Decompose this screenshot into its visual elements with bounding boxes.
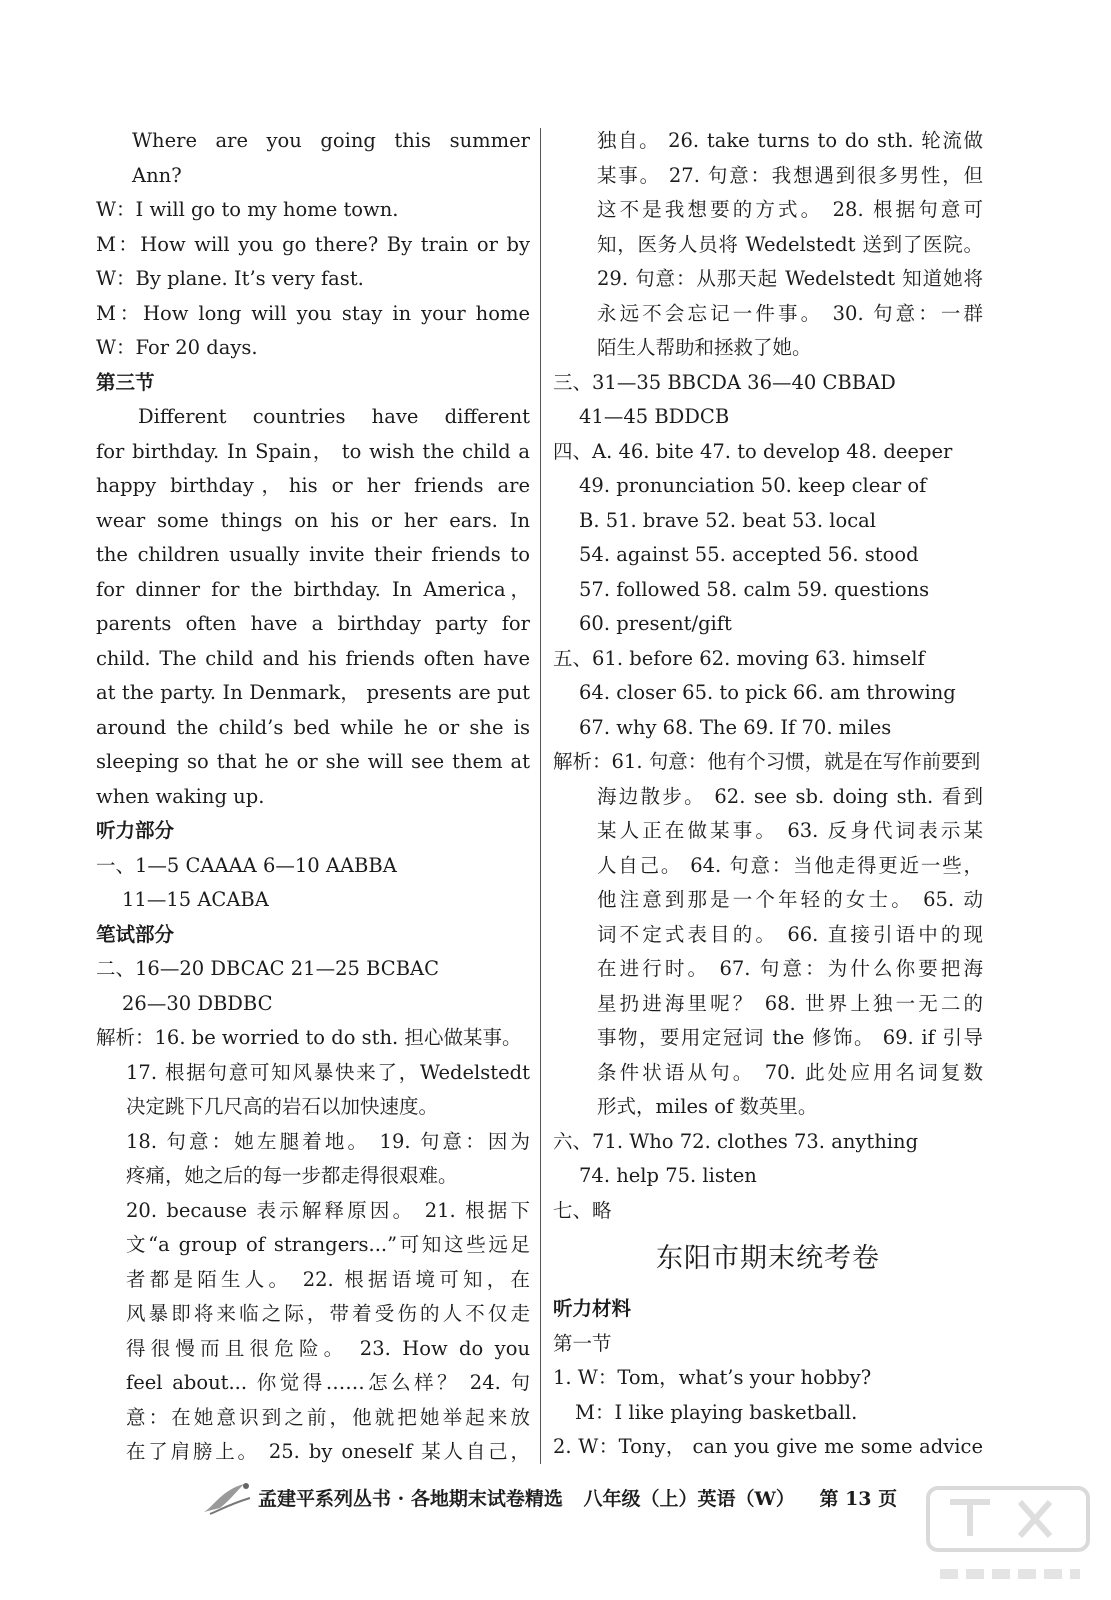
text-line: 五、61. before 62. moving 63. himself — [553, 646, 925, 670]
text-line: for birthday. In Spain， to wish the child a — [96, 439, 530, 463]
text-line: 四、A. 46. bite 47. to develop 48. deeper — [553, 439, 953, 463]
text-line: 词不定式表目的。 66. 直接引语中的现 — [597, 922, 983, 946]
text-line: 人自己。 64. 句意：当他走得更近一些， — [597, 853, 983, 877]
text-line: 疼痛，她之后的每一步都走得很艰难。 — [126, 1164, 458, 1187]
text-line: 某事。 27. 句意：我想遇到很多男性，但 — [597, 163, 983, 187]
column-divider — [540, 128, 541, 1464]
text-line: 意：在她意识到之前，他就把她举起来放 — [126, 1405, 530, 1429]
text-line: 57. followed 58. calm 59. questions — [579, 577, 930, 601]
text-line: Ann? — [132, 163, 182, 187]
text-line: 1. W：Tom，what’s your hobby? — [553, 1366, 872, 1389]
text-line: 在了肩膀上。 25. by oneself 某人自己， — [126, 1440, 530, 1463]
text-line: parents often have a birthday party for — [96, 612, 530, 635]
text-line: 二、16—20 DBCAC 21—25 BCBAC — [96, 957, 440, 980]
text-line: for dinner for the birthday. In America， — [96, 577, 530, 601]
text-line: 独自。 26. take turns to do sth. 轮流做 — [597, 129, 983, 152]
text-line: M：How long will you stay in your home — [96, 301, 530, 325]
text-line: feel about... 你觉得……怎么样？ 24. 句 — [126, 1371, 530, 1394]
text-line: sleeping so that he or she will see them at — [96, 750, 530, 773]
text-line: 第一节 — [553, 1331, 612, 1355]
text-line: 星扔进海里呢？ 68. 世界上独一无二的 — [597, 991, 983, 1015]
text-line: at the party. In Denmark， presents are put — [96, 681, 530, 704]
footer-text — [258, 1484, 897, 1511]
page-number: 第 13 页 — [819, 1488, 898, 1510]
text-line: 2. W：Tony， can you give me some advice — [553, 1435, 983, 1458]
page-footer — [200, 1478, 900, 1518]
text-line: 54. against 55. accepted 56. stood — [579, 543, 919, 566]
text-line: 听力材料 — [553, 1297, 632, 1320]
text-line: 74. help 75. listen — [579, 1164, 757, 1187]
text-line: M：How will you go there? By train or by — [96, 232, 530, 256]
text-line: 知，医务人员将 Wedelstedt 送到了医院。 — [597, 232, 983, 256]
text-line: 决定跳下几尺高的岩石以加快速度。 — [126, 1095, 439, 1118]
footer-series: 孟建平系列丛书 · 各地期末试卷精选 — [258, 1488, 563, 1510]
text-line: 解析：16. be worried to do sth. 担心做某事。 — [96, 1026, 522, 1049]
text-line: 67. why 68. The 69. If 70. miles — [579, 715, 892, 739]
text-line: 事物，要用定冠词 the 修饰。 69. if 引导 — [597, 1026, 983, 1049]
text-line: happy birthday，his or her friends are — [96, 474, 530, 497]
text-line: 60. present/gift — [579, 612, 732, 635]
text-line: 六、71. Who 72. clothes 73. anything — [553, 1129, 919, 1153]
text-line: 他注意到那是一个年轻的女士。 65. 动 — [597, 888, 983, 911]
text-line: 陌生人帮助和拯救了她。 — [597, 336, 812, 359]
text-line: W：By plane. It’s very fast. — [96, 267, 364, 290]
brush-logo-icon — [200, 1478, 256, 1518]
text-line: W：I will go to my home town. — [96, 198, 399, 221]
text-line: 形式，miles of 数英里。 — [597, 1095, 818, 1118]
text-line: M：I like playing basketball. — [575, 1400, 858, 1424]
text-line: 得很慢而且很危险。 23. How do you — [126, 1336, 530, 1360]
text-line: 解析：61. 句意：他有个习惯，就是在写作前要到 — [553, 750, 981, 773]
text-line: 29. 句意：从那天起 Wedelstedt 知道她将 — [597, 267, 983, 290]
text-line: when waking up. — [96, 784, 265, 808]
text-line: 20. because 表示解释原因。 21. 根据下 — [126, 1198, 530, 1222]
text-line: 在进行时。 67. 句意：为什么你要把海 — [597, 957, 983, 980]
text-line: 18. 句意：她左腿着地。 19. 句意：因为 — [126, 1129, 530, 1153]
text-line: 文“a group of strangers...”可知这些远足 — [126, 1233, 530, 1256]
text-line: 第三节 — [96, 370, 155, 394]
text-line: 49. pronunciation 50. keep clear of — [579, 474, 927, 497]
text-line: around the child’s bed while he or she is — [96, 715, 530, 739]
text-line: 三、31—35 BBCDA 36—40 CBBAD — [553, 370, 896, 394]
text-line: 64. closer 65. to pick 66. am throwing — [579, 681, 956, 704]
text-line: 一、1—5 CAAAA 6—10 AABBA — [96, 853, 397, 877]
watermark-logo-icon — [920, 1482, 1100, 1592]
text-line: 七、略 — [553, 1198, 612, 1222]
text-line: 这不是我想要的方式。 28. 根据句意可 — [597, 198, 983, 221]
section-title: 东阳市期末统考卷 — [656, 1243, 880, 1274]
text-line: 26—30 DBDBC — [122, 991, 273, 1015]
text-line: Different countries have different — [138, 405, 530, 428]
footer-grade: 八年级（上）英语（W） — [583, 1488, 795, 1510]
text-line: 笔试部分 — [96, 922, 175, 946]
text-line: the children usually invite their friends to — [96, 543, 530, 566]
text-line: 11—15 ACABA — [122, 888, 269, 911]
text-line: 41—45 BDDCB — [579, 405, 730, 428]
text-line: Where are you going this summer — [132, 129, 530, 152]
text-line: 海边散步。 62. see sb. doing sth. 看到 — [597, 784, 983, 808]
text-line: 17. 根据句意可知风暴快来了，Wedelstedt — [126, 1060, 530, 1084]
text-line: 者都是陌生人。 22. 根据语境可知，在 — [126, 1267, 530, 1291]
text-line: W：For 20 days. — [96, 336, 258, 359]
text-line: 风暴即将来临之际，带着受伤的人不仅走 — [126, 1302, 530, 1325]
text-line: 某人正在做某事。 63. 反身代词表示某 — [597, 819, 983, 842]
text-line: 听力部分 — [96, 819, 175, 842]
text-line: B. 51. brave 52. beat 53. local — [579, 508, 876, 532]
text-line: child. The child and his friends often have — [96, 646, 530, 670]
text-line: 永远不会忘记一件事。 30. 句意：一群 — [597, 301, 983, 325]
text-line: wear some things on his or her ears. In — [96, 508, 530, 532]
text-line: 条件状语从句。 70. 此处应用名词复数 — [597, 1060, 983, 1084]
